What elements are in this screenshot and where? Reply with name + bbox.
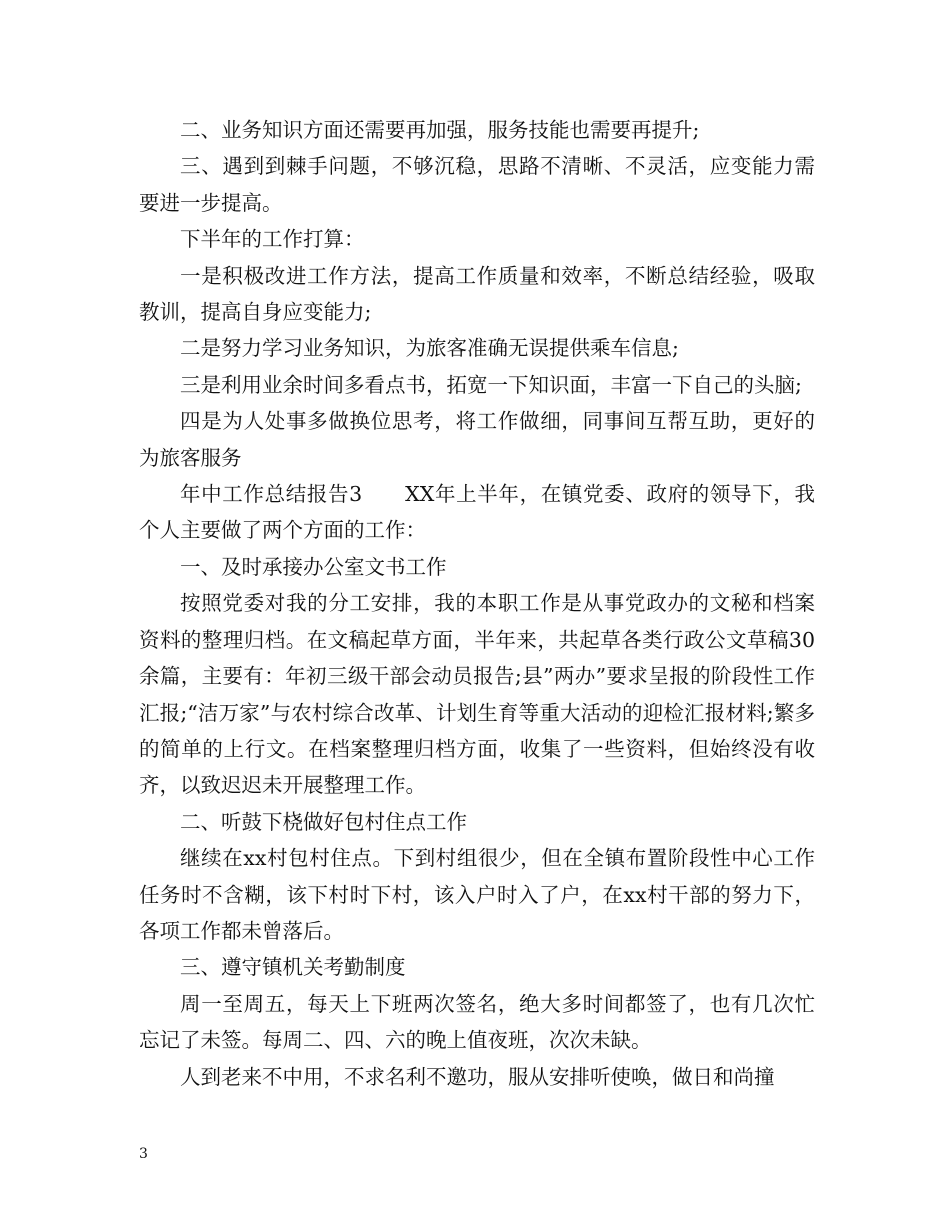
paragraph: 继续在xx村包村住点。下到村组很少，但在全镇布置阶段性中心工作任务时不含糊，该下村时下村，该入户时入了户，在xx村干部的努力下，各项工作都未曾落后。 — [139, 846, 815, 943]
paragraph: 三是利用业余时间多看点书，拓宽一下知识面，丰富一下自己的头脑; — [180, 372, 802, 397]
paragraph: 年中工作总结报告3 XX年上半年，在镇党委、政府的领导下，我个人主要做了两个方面的工作： — [139, 482, 815, 543]
paragraph: 三、遇到到棘手问题，不够沉稳，思路不清晰、不灵活，应变能力需要进一步提高。 — [139, 154, 815, 215]
document-body — [139, 112, 815, 1095]
paragraph: 四是为人处事多做换位思考，将工作做细，同事间互帮互助，更好的为旅客服务 — [139, 409, 815, 470]
section-heading: 三、遵守镇机关考勤制度 — [180, 955, 406, 980]
paragraph: 人到老来不中用，不求名利不邀功，服从安排听使唤，做日和尚撞 — [180, 1064, 775, 1089]
paragraph: 二是努力学习业务知识，为旅客准确无误提供乘车信息; — [180, 336, 679, 361]
paragraph: 下半年的工作打算： — [180, 227, 365, 252]
section-heading: 二、听鼓下桡做好包村住点工作 — [180, 809, 467, 834]
paragraph: 二、业务知识方面还需要再加强，服务技能也需要再提升; — [180, 118, 700, 142]
paragraph: 一是积极改进工作方法，提高工作质量和效率，不断总结经验，吸取教训，提高自身应变能力; — [139, 263, 815, 325]
paragraph: 周一至周五，每天上下班两次签名，绝大多时间都签了，也有几次忙忘记了未签。每周二、四、六的晚上值夜班，次次未缺。 — [139, 991, 815, 1053]
page-number: 3 — [139, 1146, 148, 1162]
paragraph: 按照党委对我的分工安排，我的本职工作是从事党政办的文秘和档案资料的整理归档。在文稿起草方面，半年来，共起草各类行政公文草稿30余篇，主要有：年初三级干部会动员报告;县”两办”要求呈报的阶段性工作汇报;“洁万家”与农村综合改革、计划生育等重大活动的迎检汇报材料;繁多的简单的上行文。在档案整理归档方面，收集了一些资料，但始终没有收齐，以致迟迟未开展整理工作。 — [139, 591, 815, 798]
section-heading: 一、及时承接办公室文书工作 — [180, 554, 447, 579]
